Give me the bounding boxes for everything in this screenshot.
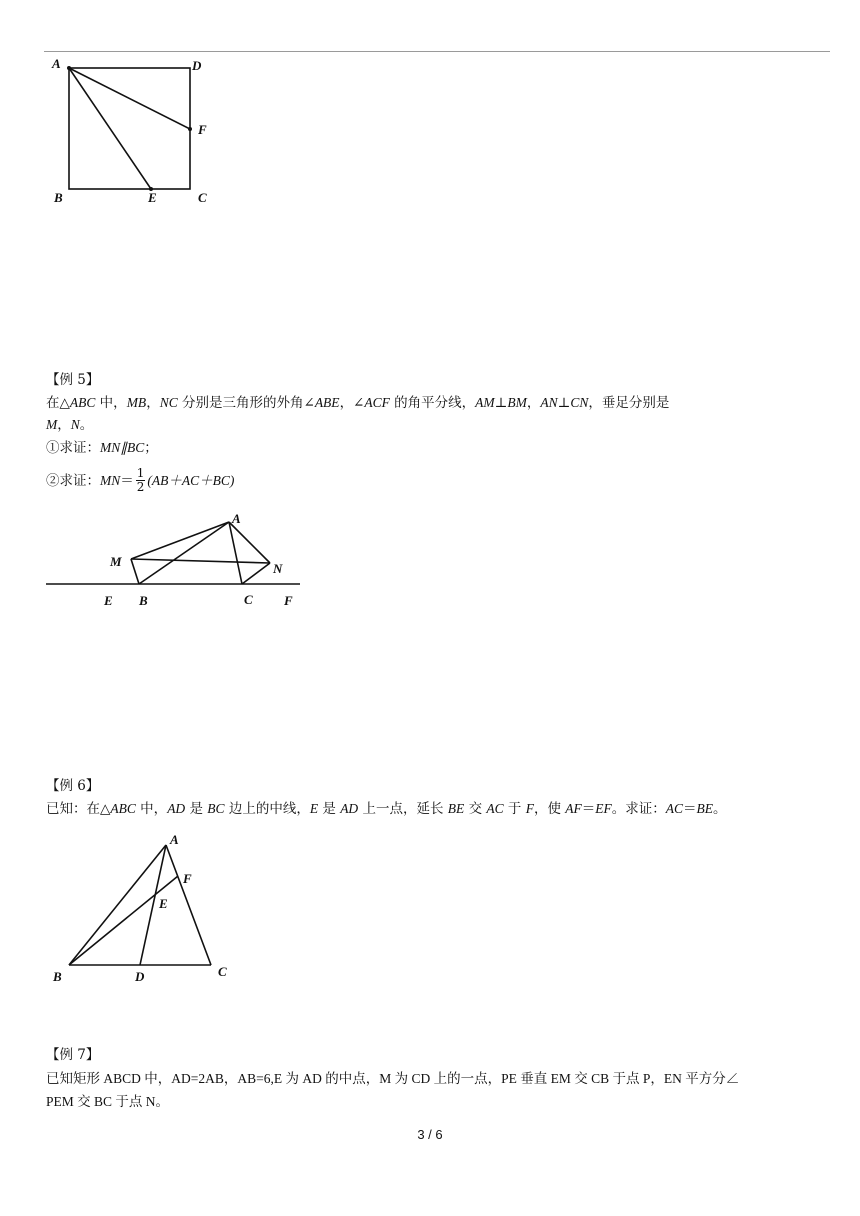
fraction-one-half: $\frac{1}{2}$ — [136, 466, 145, 494]
example5-figure — [44, 508, 309, 612]
square-abcd — [69, 68, 190, 189]
page-top-rule — [44, 51, 830, 52]
label-a: A — [170, 832, 179, 847]
segment-an — [229, 522, 270, 563]
label-c: C — [244, 592, 253, 607]
label-d: D — [135, 969, 145, 984]
example7-heading: 【例 7】 — [46, 1047, 100, 1063]
example7-line1: 已知矩形 ABCD 中，AD=2AB，AB=6,E 为 AD 的中点，M 为 CD 上的一点，PE 垂直 EM 交 CB 于点 P，EN 平方分∠ — [46, 1071, 740, 1086]
label-m: M — [110, 554, 122, 569]
example6-figure — [50, 830, 240, 988]
segment-ae — [69, 68, 151, 189]
label-n: N — [273, 561, 283, 576]
example6-heading: 【例 6】 — [46, 778, 100, 794]
label-d: D — [192, 58, 202, 73]
segment-af — [69, 68, 190, 129]
square-figure — [48, 56, 218, 212]
segment-mn — [131, 559, 270, 563]
segment-ac — [166, 845, 211, 965]
label-f: F — [183, 871, 192, 886]
example5-heading: 【例 5】 — [46, 372, 100, 388]
label-c: C — [218, 964, 227, 979]
segment-cn — [242, 563, 270, 584]
segment-ma — [131, 522, 229, 559]
label-f: F — [284, 593, 293, 608]
label-b: B — [139, 593, 148, 608]
example5-question-1: ①求证：MN∥BC； — [46, 440, 158, 456]
point-a-dot — [67, 66, 71, 70]
label-e: E — [104, 593, 113, 608]
label-a: A — [52, 56, 61, 71]
label-a: A — [232, 511, 241, 526]
segment-ac — [229, 522, 242, 584]
label-e: E — [159, 896, 168, 911]
segment-bf — [69, 876, 178, 965]
example5-line1: 在△ABC 中，MB，NC 分别是三角形的外角∠ABE，∠ACF 的角平分线，AM⊥BM，AN⊥CN，垂足分别是 — [46, 395, 670, 411]
label-f: F — [198, 122, 207, 137]
label-c: C — [198, 190, 207, 205]
example5-question-2: ②求证：MN＝ $\frac{1}{2}$ (AB＋AC＋BC) — [46, 466, 235, 494]
example6-line1: 已知：在△ABC 中，AD 是 BC 边上的中线，E 是 AD 上一点，延长 BE 交 AC 于 F，使 AF＝EF。求证：AC＝BE。 — [46, 801, 727, 817]
label-b: B — [53, 969, 62, 984]
point-f-dot — [188, 127, 192, 131]
label-e: E — [148, 190, 157, 205]
segment-ab — [69, 845, 166, 965]
example5-line2: M，N。 — [46, 417, 94, 433]
label-b: B — [54, 190, 63, 205]
segment-ab — [139, 522, 229, 584]
example7-line2: PEM 交 BC 于点 N。 — [46, 1094, 170, 1109]
page-indicator: 3 / 6 — [417, 1127, 443, 1142]
segment-mb — [131, 559, 139, 584]
